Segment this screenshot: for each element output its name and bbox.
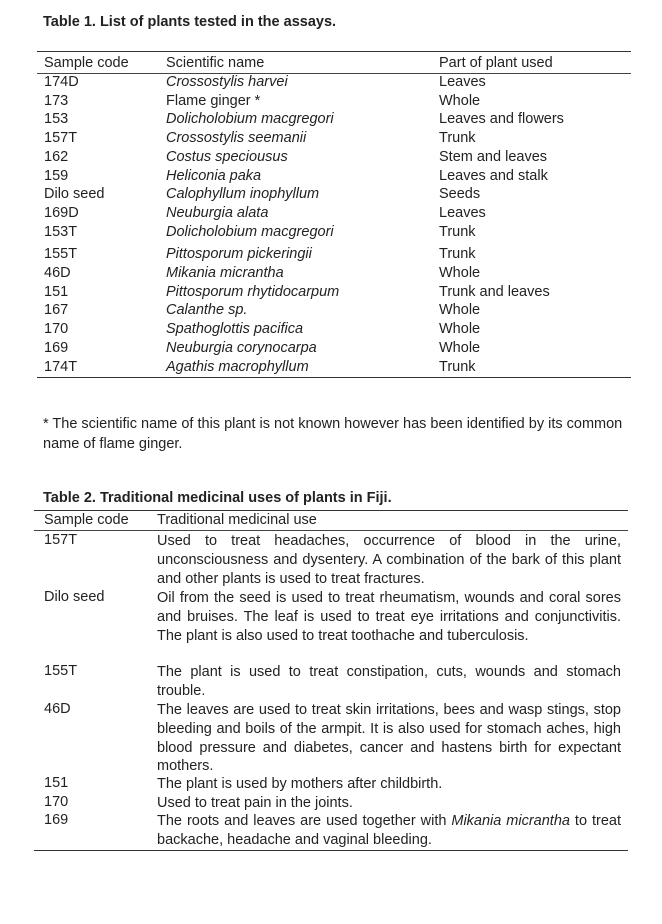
table1-part-used: Leaves	[439, 74, 486, 90]
table2-use: The leaves are used to treat skin irritations, bees and wasp stings, stop bleeding and boils of the armpit. It is also used for stomach aches, high blood pressure and diabetes, cancer and hastens birth for expectant mothers.	[157, 702, 621, 775]
table2-code: 151	[44, 775, 69, 791]
table2-use	[157, 812, 621, 850]
table1-scientific-name: Calophyllum inophyllum	[166, 186, 320, 203]
table1-row	[0, 149, 662, 168]
table1-bottom-rule	[37, 377, 631, 378]
table1-caption: Table 1. List of plants tested in the assays.	[43, 14, 337, 30]
table1-scientific-name: Calanthe sp.	[166, 302, 248, 319]
table1-header-scientific-name: Scientific name	[166, 55, 265, 71]
table1-sample-code: 169	[44, 339, 69, 356]
table1-part-used: Trunk	[439, 130, 476, 147]
table1-scientific-name: Mikania micrantha	[166, 265, 284, 281]
table1-part-used: Whole	[439, 302, 481, 319]
table1-scientific-name: Dolicholobium macgregori	[166, 111, 334, 128]
table1-scientific-name: Pittosporum pickeringii	[166, 246, 312, 263]
table2-use-species: Mikania micrantha	[451, 813, 570, 829]
table1-sample-code: 153T	[44, 223, 78, 240]
table1-part-used: Whole	[439, 339, 481, 356]
table1-scientific-name: Dolicholobium macgregori	[166, 223, 334, 240]
table1-scientific-name: Neuburgia alata	[166, 204, 269, 221]
table1-part-used: Trunk	[439, 358, 476, 375]
table2-use: Oil from the seed is used to treat rheumatism, wounds and coral sores and bruises. The leaf is used to treat eye irritations and conjunctivitis. The plant is also used to treat toothache and tuberculosis.	[157, 590, 621, 644]
table1-sample-code: 174D	[44, 74, 79, 90]
table1-scientific-name: Spathoglottis pacifica	[166, 321, 304, 338]
table1-sample-code: 159	[44, 167, 69, 184]
table1-row	[0, 224, 662, 243]
table2-use-text: to treat backache, headache and vaginal bleeding.	[157, 813, 621, 848]
table1-row	[0, 111, 662, 130]
table1-row	[0, 321, 662, 340]
table1-sample-code: 173	[44, 92, 69, 109]
table2-use-text: The roots and leaves are used together with	[157, 813, 452, 829]
table1-sample-code: 46D	[44, 265, 71, 281]
table2-header-rule	[34, 530, 628, 531]
table1-row	[0, 284, 662, 303]
table1-part-used: Whole	[439, 92, 481, 109]
table2-use: Used to treat pain in the joints.	[157, 795, 353, 811]
table1-row	[0, 186, 662, 205]
table1-sample-code: 162	[44, 148, 69, 165]
table1-scientific-name: Costus speciousus	[166, 148, 288, 165]
table1-part-used: Whole	[439, 321, 481, 338]
table1-row	[0, 246, 662, 265]
table1-header-part-used: Part of plant used	[439, 55, 553, 71]
table2-code: 155T	[44, 663, 78, 679]
table2-header-use: Traditional medicinal use	[157, 512, 317, 528]
table1-row	[0, 265, 662, 284]
table1-row	[0, 93, 662, 112]
table1-scientific-name: Crossostylis harvei	[166, 74, 288, 90]
table1-scientific-name: Agathis macrophyllum	[166, 358, 309, 375]
table1-row	[0, 130, 662, 149]
table1-part-used: Trunk	[439, 223, 476, 240]
table2-caption: Table 2. Traditional medicinal uses of plants in Fiji.	[43, 490, 392, 506]
table1-part-used: Trunk and leaves	[439, 283, 550, 300]
table1-sample-code: 157T	[44, 130, 78, 147]
table2-use: The plant is used to treat constipation, cuts, wounds and stomach trouble.	[157, 664, 621, 699]
table1-sample-code: 151	[44, 283, 69, 300]
table2-top-rule	[34, 510, 628, 511]
table1-header-sample-code: Sample code	[44, 55, 129, 71]
table1-scientific-name: Crossostylis seemanii	[166, 130, 307, 147]
table1-part-used: Leaves and stalk	[439, 167, 548, 184]
table1-part-used: Seeds	[439, 186, 481, 203]
table1-sample-code: 169D	[44, 204, 79, 221]
table1-sample-code: 155T	[44, 246, 78, 263]
table1-top-rule	[37, 51, 631, 52]
table1-part-used: Leaves and flowers	[439, 111, 564, 128]
table2-bottom-rule	[34, 850, 628, 851]
table2-use: The plant is used by mothers after childbirth.	[157, 776, 443, 792]
table1-scientific-name: Flame ginger *	[166, 92, 261, 109]
table1-row	[0, 74, 662, 93]
table1-sample-code: 167	[44, 302, 69, 319]
table1-row	[0, 205, 662, 224]
table1-row	[0, 168, 662, 187]
table1-row	[0, 302, 662, 321]
table1-part-used: Leaves	[439, 204, 486, 221]
table1-sample-code: 153	[44, 111, 69, 128]
table1-scientific-name: Heliconia paka	[166, 167, 262, 184]
table1-part-used: Whole	[439, 265, 481, 281]
table2-use: Used to treat headaches, occurrence of blood in the urine, unconsciousness and dysentery. A combination of the bark of this plant and other plants is used to treat fractures.	[157, 533, 621, 587]
table2-code: Dilo seed	[44, 589, 105, 605]
table2-code: 46D	[44, 701, 71, 717]
table1-scientific-name: Pittosporum rhytidocarpum	[166, 283, 340, 300]
table2-header-sample-code: Sample code	[44, 512, 129, 528]
table1-part-used: Trunk	[439, 246, 476, 263]
table1-scientific-name: Neuburgia corynocarpa	[166, 339, 317, 356]
table1-sample-code: 174T	[44, 358, 78, 375]
table1-part-used: Stem and leaves	[439, 148, 548, 165]
table1-sample-code: Dilo seed	[44, 186, 105, 203]
table2-code: 170	[44, 794, 69, 810]
table1-row	[0, 340, 662, 359]
table1-row	[0, 359, 662, 378]
footnote: * The scientific name of this plant is not known however has been identified by its common name of flame ginger.	[43, 416, 623, 452]
table2-code: 169	[44, 812, 69, 828]
table1-sample-code: 170	[44, 321, 69, 338]
table2-code: 157T	[44, 532, 78, 548]
